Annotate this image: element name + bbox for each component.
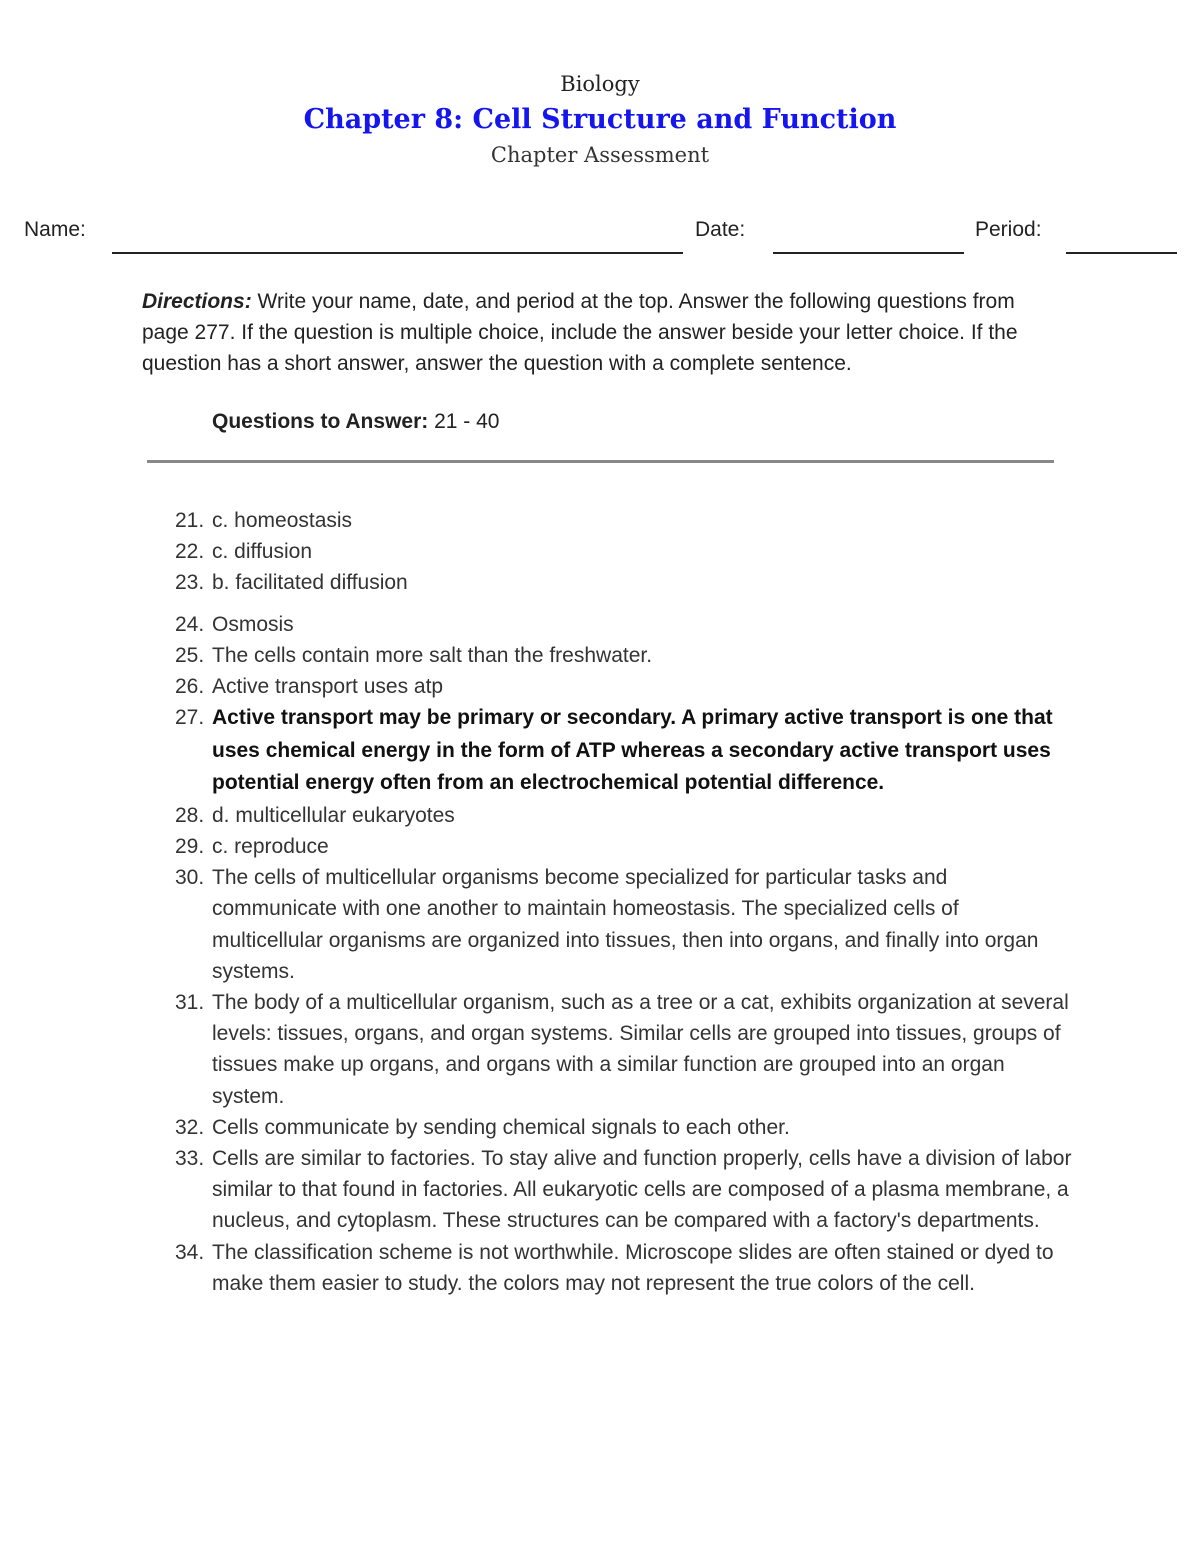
answer-item-22 <box>0 536 1072 567</box>
answer-number: 25. <box>175 643 205 667</box>
answer-text: c. reproduce <box>212 834 329 858</box>
directions-label: Directions: <box>142 290 252 313</box>
answer-text: The classification scheme is not worthwhile. Microscope slides are often stained or dyed to make them easier to study. the colors may not represent the true colors of the cell. <box>212 1240 1054 1295</box>
questions-label: Questions to Answer: <box>212 410 429 433</box>
answer-text: Cells communicate by sending chemical signals to each other. <box>212 1115 790 1139</box>
answer-text: Active transport may be primary or secondary. A primary active transport is one that uses chemical energy in the form of ATP whereas a secondary active transport uses potential energy often from an electrochemical potential difference. <box>212 706 1053 795</box>
answer-text: The cells contain more salt than the freshwater. <box>212 643 653 667</box>
answer-item-26 <box>0 671 1072 702</box>
answer-number: 27. <box>175 706 205 730</box>
answer-item-25 <box>0 640 1072 671</box>
answer-text: The body of a multicellular organism, such as a tree or a cat, exhibits organization at several levels: tissues, organs, and organ systems. Similar cells are grouped into tissues, groups of tissues make up organs, and organs with a similar function are grouped into an organ system. <box>212 990 1069 1108</box>
answer-number: 32. <box>175 1115 205 1139</box>
answer-item-28 <box>0 800 1072 831</box>
answer-item-32 <box>0 1112 1072 1143</box>
questions-range: 21 - 40 <box>428 410 500 433</box>
answer-text: Cells are similar to factories. To stay alive and function properly, cells have a division of labor similar to that found in factories. All eukaryotic cells are composed of a plasma membrane, a nucleus, and cytoplasm. These structures can be compared with a factory's departments. <box>212 1146 1072 1233</box>
directions-text: Write your name, date, and period at the top. Answer the following questions from page 277. If the question is multiple choice, include the answer beside your letter choice. If the question has a short answer, answer the question with a complete sentence. <box>142 290 1018 376</box>
period-label: Period: <box>975 218 1042 241</box>
page-subtitle: Chapter Assessment <box>490 143 710 167</box>
answer-number: 33. <box>175 1146 205 1170</box>
answer-text: d. multicellular eukaryotes <box>212 803 455 827</box>
answer-number: 23. <box>175 571 205 595</box>
answer-text: Osmosis <box>212 612 294 636</box>
answer-item-21 <box>0 505 1072 536</box>
answer-item-34 <box>0 1237 1072 1299</box>
section-divider <box>147 460 1054 463</box>
answer-number: 34. <box>175 1240 205 1264</box>
date-label: Date: <box>695 218 746 241</box>
answer-number: 29. <box>175 834 205 858</box>
answer-text: Active transport uses atp <box>212 675 444 699</box>
answer-number: 22. <box>175 540 205 564</box>
answer-text: c. homeostasis <box>212 509 353 532</box>
answer-number: 24. <box>175 612 205 636</box>
name-field[interactable] <box>112 252 683 254</box>
answer-item-30 <box>0 862 1072 987</box>
answer-item-23 <box>0 567 1072 598</box>
answer-text: c. diffusion <box>212 540 313 564</box>
answer-number: 26. <box>175 675 205 699</box>
subject-heading: Biology <box>560 72 640 96</box>
questions-to-answer <box>212 410 499 434</box>
answer-number: 31. <box>175 990 205 1014</box>
answer-item-31 <box>0 987 1072 1112</box>
answer-item-29 <box>0 831 1072 862</box>
directions-paragraph <box>142 286 1062 380</box>
answer-list <box>0 505 1200 1299</box>
period-field[interactable] <box>1066 252 1177 254</box>
date-field[interactable] <box>773 252 964 254</box>
answer-text: b. facilitated diffusion <box>212 571 408 595</box>
answer-number: 28. <box>175 803 205 827</box>
answer-item-27 <box>0 702 1072 800</box>
page-title: Chapter 8: Cell Structure and Function <box>303 104 897 135</box>
name-label: Name: <box>24 218 86 241</box>
answer-text: The cells of multicellular organisms become specialized for particular tasks and communicate with one another to maintain homeostasis. The specialized cells of multicellular organisms are organized into tissues, then into organs, and finally into organ systems. <box>212 866 1039 983</box>
answer-item-24 <box>0 609 1072 640</box>
answer-number: 30. <box>175 866 205 890</box>
answer-number: 21. <box>175 509 205 532</box>
answer-item-33 <box>0 1143 1072 1237</box>
